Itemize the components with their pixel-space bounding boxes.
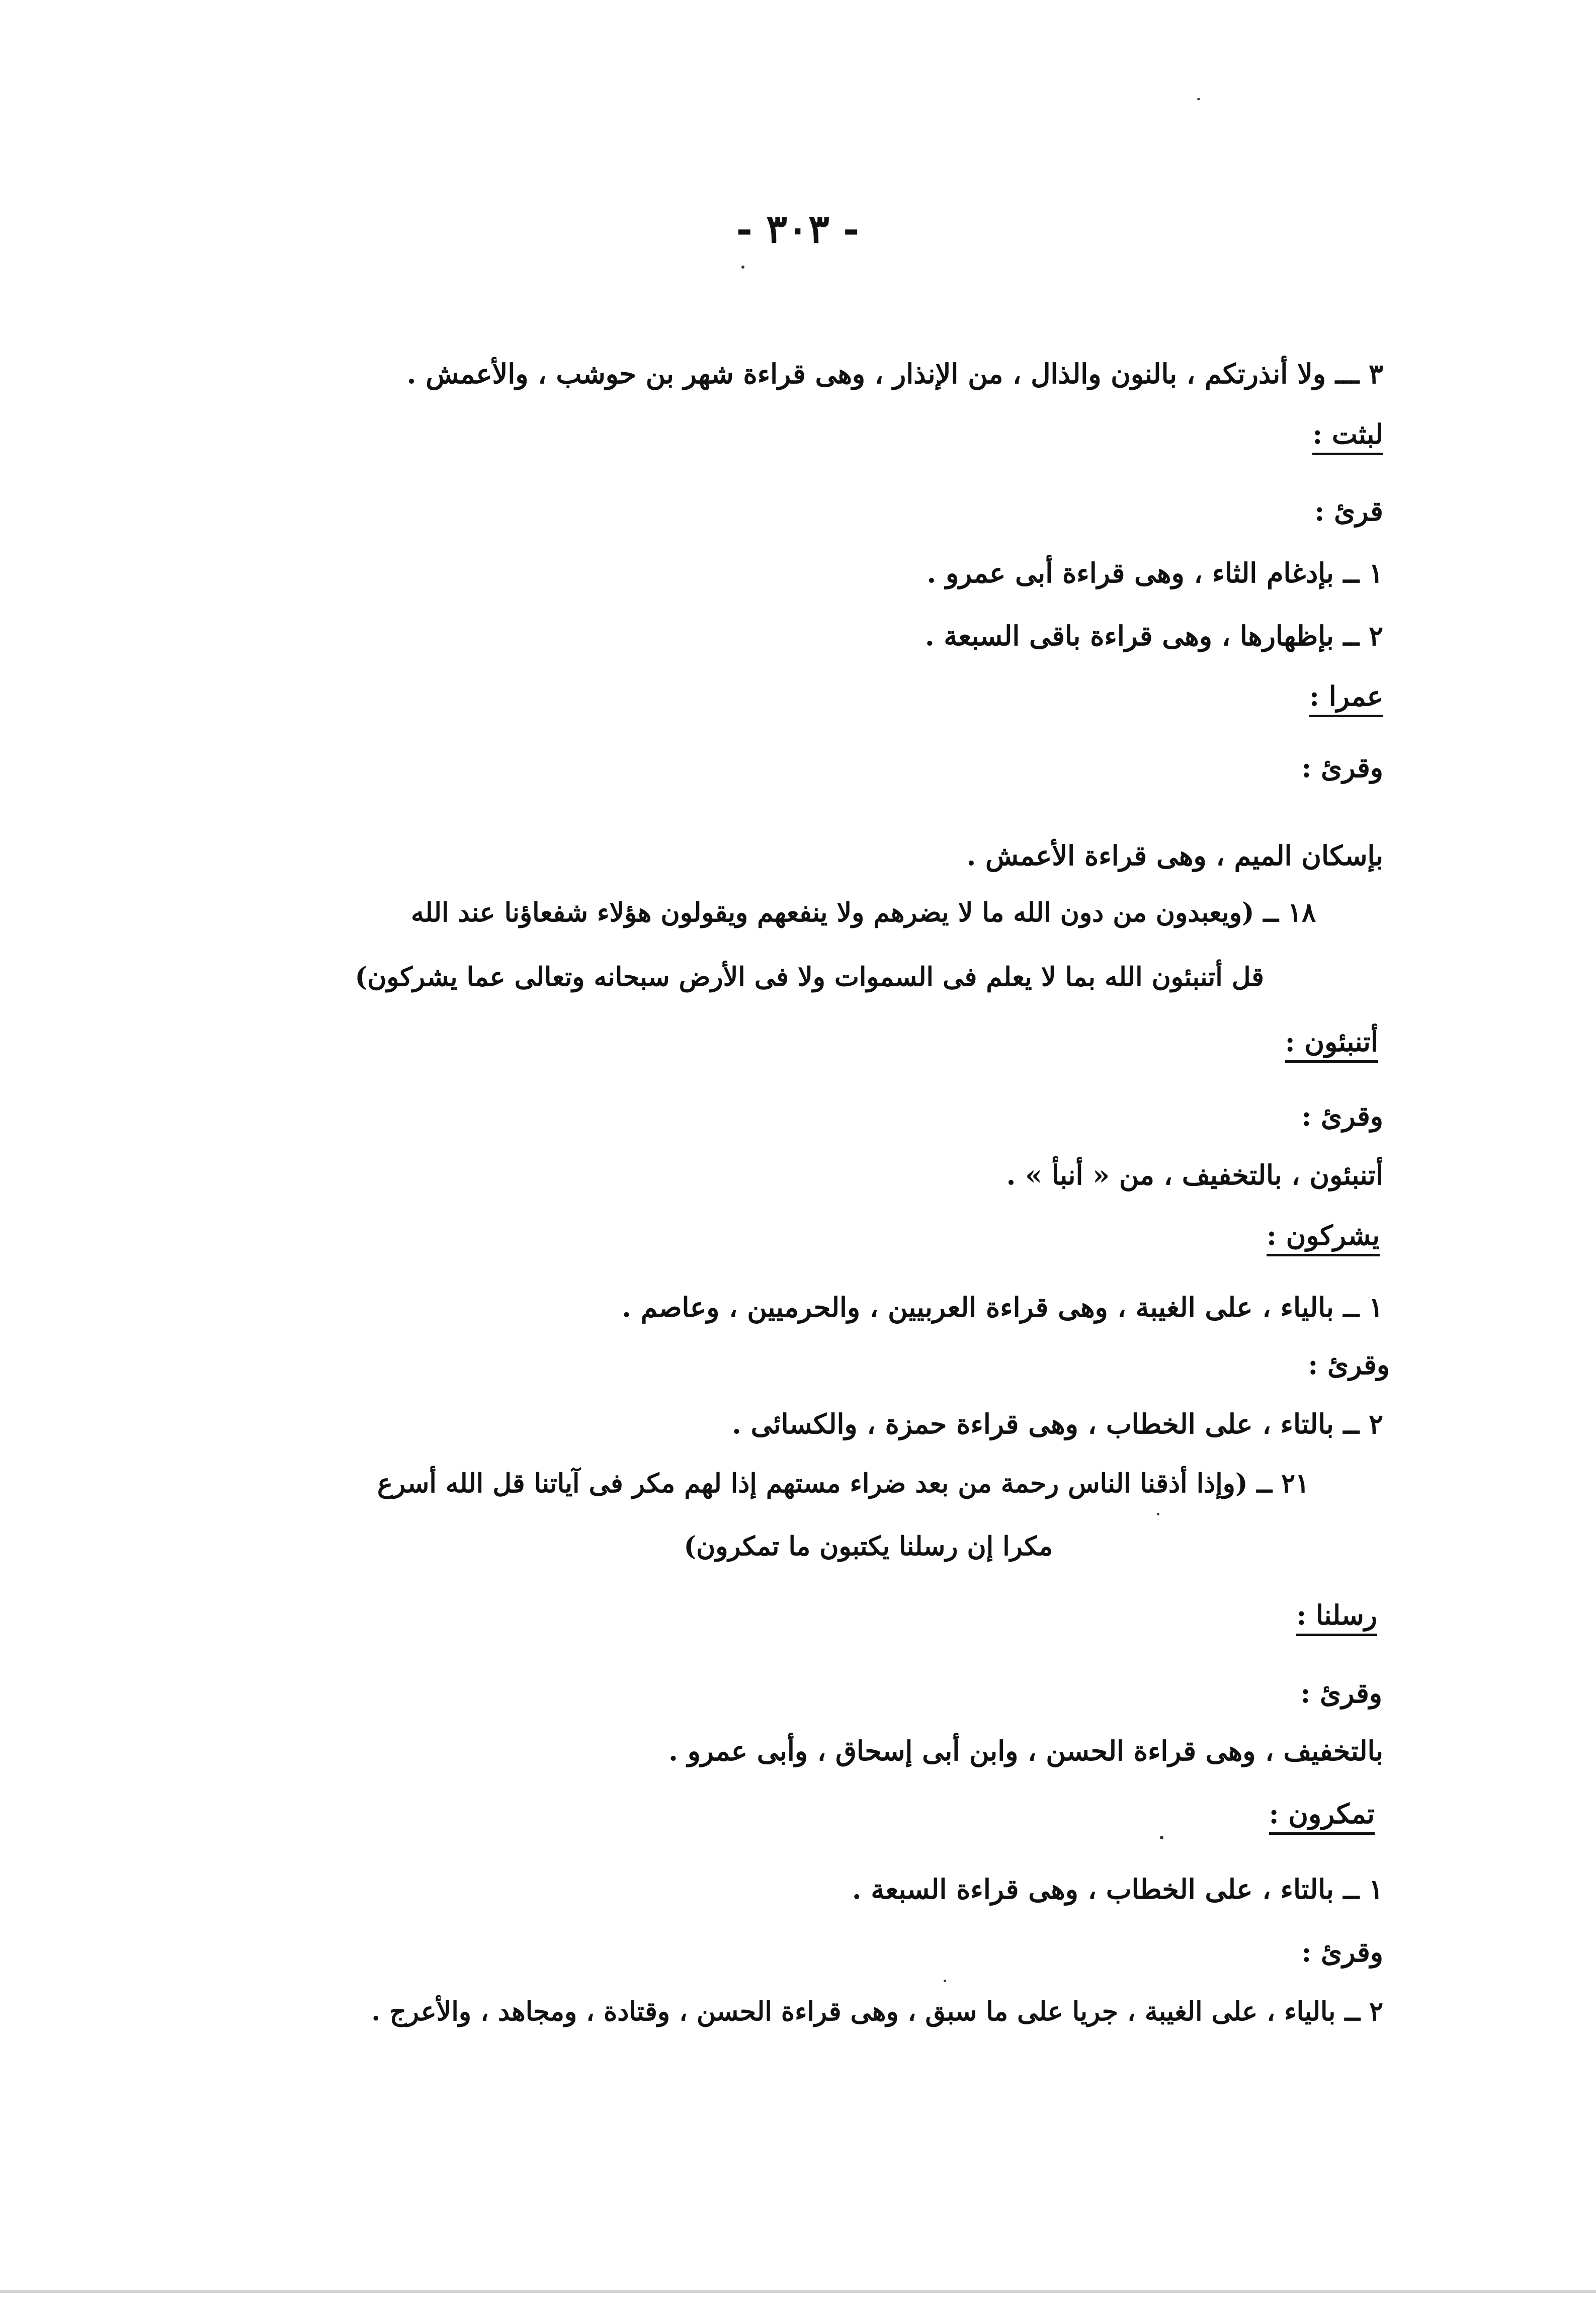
section-heading — [1269, 1798, 1375, 1835]
scan-speck — [1160, 1836, 1163, 1839]
scan-speck — [944, 1980, 946, 1982]
reading-label: قرئ : — [1314, 495, 1383, 527]
section-heading — [1296, 1599, 1377, 1636]
text-line: ١ ــ بالتاء ، على الخطاب ، وهى قراءة السبعة . — [852, 1873, 1383, 1905]
reading-label: وقرئ : — [1301, 1936, 1383, 1968]
heading-word: يشركون : — [1267, 1220, 1380, 1256]
text-line: ٣ ـــ ولا أنذرتكم ، بالنون والذال ، من الإنذار ، وهى قراءة شهر بن حوشب ، والأعمش . — [406, 358, 1383, 390]
text-line: ٢ ــ بالتاء ، على الخطاب ، وهى قراءة حمزة ، والكسائى . — [732, 1408, 1383, 1440]
section-heading — [1309, 680, 1383, 717]
scan-speck — [741, 266, 744, 269]
verse-line: مكرا إن رسلنا يكتبون ما تمكرون) — [684, 1531, 1053, 1562]
text-line: ١ ــ بإدغام الثاء ، وهى قراءة أبى عمرو . — [927, 557, 1383, 589]
reading-label: وقرئ : — [1301, 751, 1383, 784]
text-line: بالتخفيف ، وهى قراءة الحسن ، وابن أبى إسحاق ، وأبى عمرو . — [668, 1735, 1383, 1767]
reading-label: وقرئ : — [1308, 1348, 1390, 1381]
text-line: ٢ ــ بالياء ، على الغيبة ، جريا على ما سبق ، وهى قراءة الحسن ، وقتادة ، ومجاهد ، والأعرج . — [371, 1996, 1383, 2027]
text-line: بإسكان الميم ، وهى قراءة الأعمش . — [966, 839, 1383, 872]
reading-label: وقرئ : — [1301, 1100, 1383, 1132]
page-bottom-border — [0, 2290, 1596, 2293]
page-number: - ٣٠٣ - — [736, 206, 860, 252]
heading-word: لبثت : — [1312, 418, 1383, 455]
section-heading — [1285, 1026, 1378, 1063]
text-line: ١ ــ بالياء ، على الغيبة ، وهى قراءة العربيين ، والحرميين ، وعاصم . — [622, 1291, 1383, 1323]
section-heading — [1267, 1220, 1380, 1256]
verse-line: قل أتنبئون الله بما لا يعلم فى السموات ولا فى الأرض سبحانه وتعالى عما يشركون) — [355, 962, 1264, 992]
heading-word: تمكرون : — [1269, 1798, 1375, 1835]
text-line: أتنبئون ، بالتخفيف ، من « أنبأ » . — [1006, 1159, 1383, 1191]
heading-word: عمرا : — [1309, 680, 1383, 717]
verse-line: ١٨ ــ (ويعبدون من دون الله ما لا يضرهم ولا ينفعهم ويقولون هؤلاء شفعاؤنا عند الله — [411, 897, 1316, 928]
scan-speck — [1157, 1513, 1159, 1515]
scan-speck — [1197, 98, 1200, 100]
verse-line: ٢١ ــ (وإذا أذقنا الناس رحمة من بعد ضراء مستهم إذا لهم مكر فى آياتنا قل الله أسرع — [377, 1468, 1309, 1499]
reading-label: وقرئ : — [1300, 1677, 1382, 1709]
section-heading — [1312, 418, 1383, 455]
heading-word: رسلنا : — [1296, 1599, 1377, 1636]
heading-word: أتنبئون : — [1285, 1026, 1378, 1063]
text-line: ٢ ــ بإظهارها ، وهى قراءة باقى السبعة . — [925, 620, 1383, 652]
